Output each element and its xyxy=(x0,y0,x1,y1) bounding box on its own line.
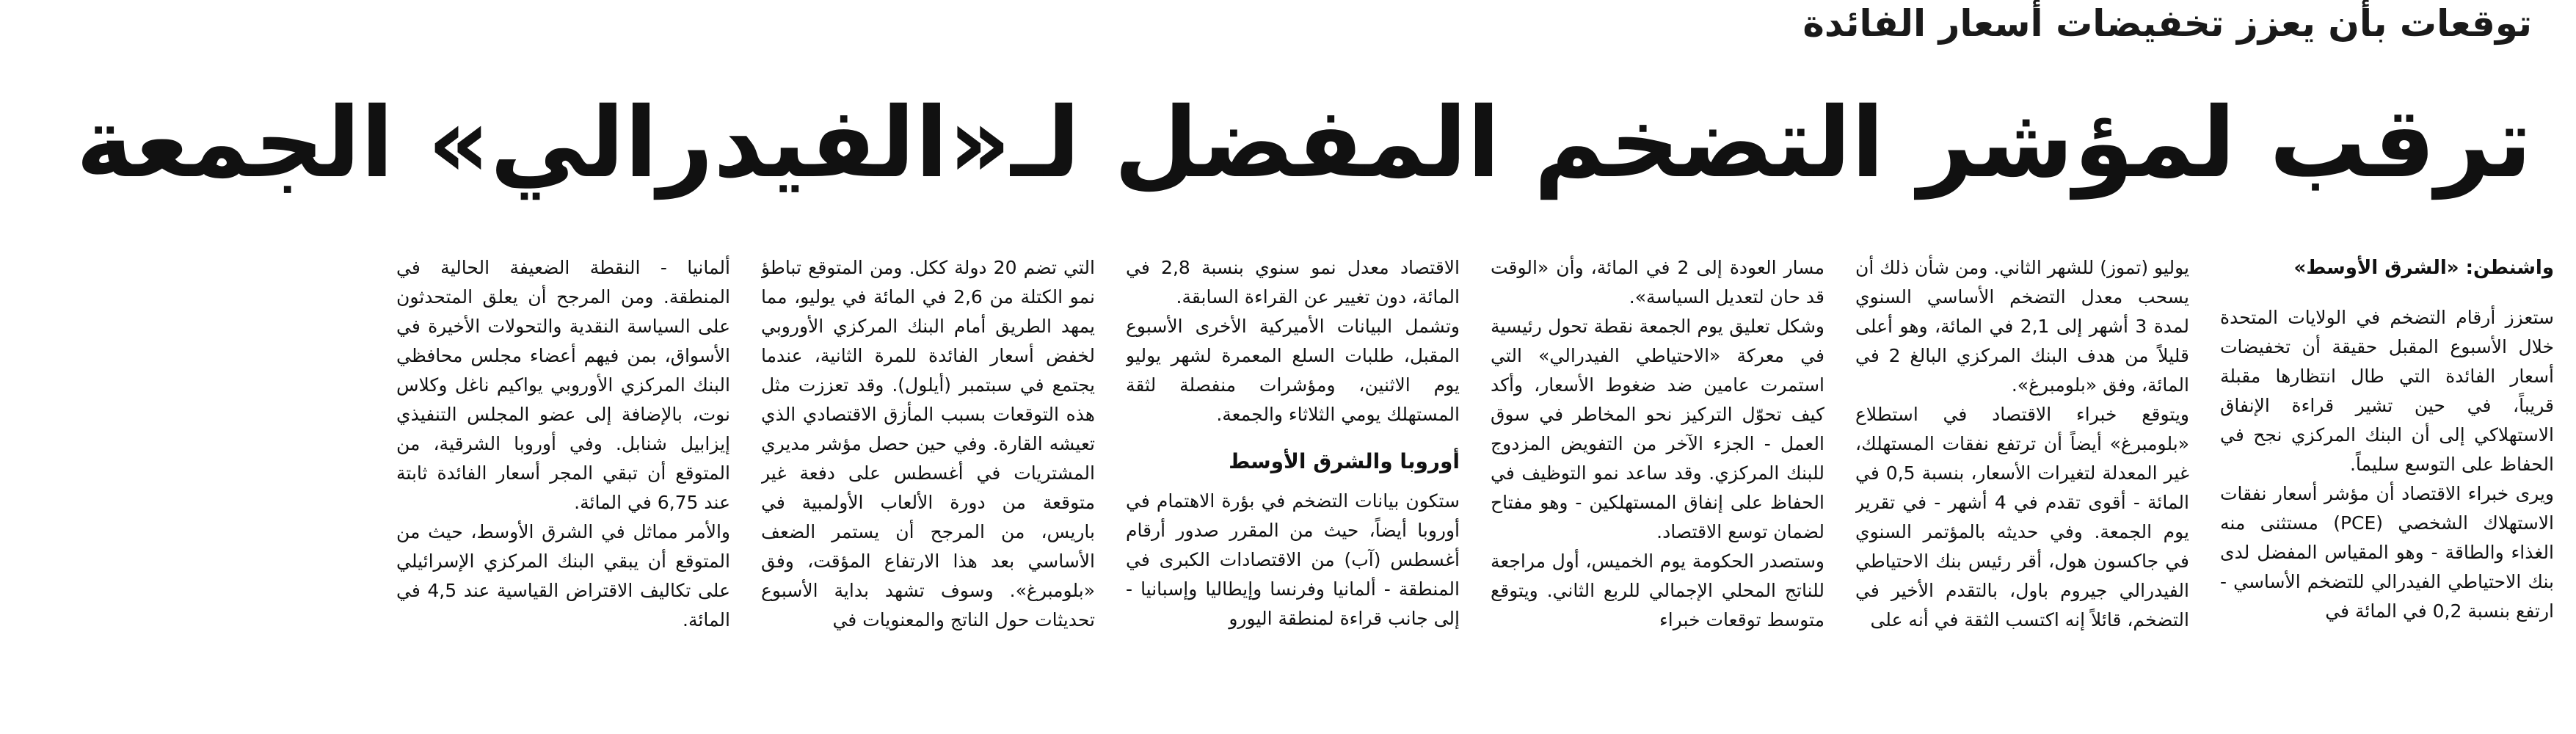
paragraph: وتشمل البيانات الأميركية الأخرى الأسبوع المقبل، طلبات السلع المعمرة لشهر يوليو يوم الاثنين، ومؤشرات منفصلة لثقة المستهلك يومي الثلاثاء والجمعة. xyxy=(1126,316,1460,425)
article-column-5 xyxy=(761,253,1095,730)
paragraph: التي تضم 20 دولة ككل. ومن المتوقع تباطؤ نمو الكتلة من 2,6 في المائة في يوليو، مما يمهد الطريق أمام البنك المركزي الأوروبي لخفض أسعار الفائدة للمرة الثانية، عندما يجتمع في سبتمبر (أيلول). وقد تعززت مثل هذه التوقعات بسبب المأزق الاقتصادي الذي تعيشه القارة. وفي حين حصل مؤشر مديري المشتريات في أغسطس على دفعة غير متوقعة من دورة الألعاب الأولمبية في باريس، من المرجح أن يستمر الضعف الأساسي بعد هذا الارتفاع المؤقت، وفق «بلومبرغ». وسوف تشهد بداية الأسبوع تحديثات حول الناتج والمعنويات في xyxy=(761,257,1095,631)
article-columns xyxy=(22,253,2554,730)
paragraph: ستعزز أرقام التضخم في الولايات المتحدة خلال الأسبوع المقبل حقيقة أن تخفيضات أسعار الفائدة التي طال انتظارها مقبلة قريباً، في حين تشير قراءة الإنفاق الاستهلاكي إلى أن البنك المركزي نجح في الحفاظ على التوسع سليماً. xyxy=(2220,307,2554,475)
article-column-4 xyxy=(1126,253,1460,730)
article-column-1 xyxy=(2220,253,2554,730)
paragraph: مسار العودة إلى 2 في المائة، وأن «الوقت قد حان لتعديل السياسة». xyxy=(1491,257,1824,308)
kicker-subheadline: توقعات بأن يعزز تخفيضات أسعار الفائدة xyxy=(1802,2,2532,45)
headline: ترقب لمؤشر التضخم المفضل لـ«الفيدرالي» الجمعة xyxy=(76,87,2532,200)
paragraph: والأمر مماثل في الشرق الأوسط، حيث من المتوقع أن يبقي البنك المركزي الإسرائيلي على تكاليف الاقتراض القياسية عند 4,5 في المائة. xyxy=(396,521,730,631)
paragraph: الاقتصاد معدل نمو سنوي بنسبة 2,8 في المائة، دون تغيير عن القراءة السابقة. xyxy=(1126,257,1460,308)
paragraph: وشكل تعليق يوم الجمعة نقطة تحول رئيسية في معركة «الاحتياطي الفيدرالي» التي استمرت عامين ضد ضغوط الأسعار، وأكد كيف تحوّل التركيز نحو المخاطر في سوق العمل - الجزء الآخر من التفويض المزدوج للبنك المركزي. وقد ساعد نمو التوظيف في الحفاظ على إنفاق المستهلكين - وهو مفتاح لضمان توسع الاقتصاد. xyxy=(1491,316,1824,542)
article-column-3 xyxy=(1491,253,1824,730)
paragraph: وستصدر الحكومة يوم الخميس، أول مراجعة للناتج المحلي الإجمالي للربع الثاني. ويتوقع متوسط توقعات خبراء xyxy=(1491,550,1824,631)
article-column-2 xyxy=(1855,253,2189,730)
byline: واشنطن: «الشرق الأوسط» xyxy=(2293,257,2554,279)
paragraph: ستكون بيانات التضخم في بؤرة الاهتمام في أوروبا أيضاً، حيث من المقرر صدور أرقام أغسطس (آب) من الاقتصادات الكبرى في المنطقة - ألمانيا وفرنسا وإيطاليا وإسبانيا - إلى جانب قراءة لمنطقة اليورو xyxy=(1126,490,1460,629)
paragraph: ويرى خبراء الاقتصاد أن مؤشر أسعار نفقات الاستهلاك الشخصي (PCE) مستثنى منه الغذاء والطاقة - وهو المقياس المفضل لدى بنك الاحتياطي الفيدرالي للتضخم الأساسي - ارتفع بنسبة 0,2 في المائة في xyxy=(2220,483,2554,622)
section-subheading: أوروبا والشرق الأوسط xyxy=(1229,449,1460,473)
article-column-6 xyxy=(396,253,730,730)
paragraph: ويتوقع خبراء الاقتصاد في استطلاع «بلومبرغ» أيضاً أن ترتفع نفقات المستهلك، غير المعدلة لتغيرات الأسعار، بنسبة 0,5 في المائة - أقوى تقدم في 4 أشهر - في تقرير يوم الجمعة. وفي حديثه بالمؤتمر السنوي في جاكسون هول، أقر رئيس بنك الاحتياطي الفيدرالي جيروم باول، بالتقدم الأخير في التضخم، قائلاً إنه اكتسب الثقة في أنه على xyxy=(1855,404,2189,631)
paragraph: يوليو (تموز) للشهر الثاني. ومن شأن ذلك أن يسحب معدل التضخم الأساسي السنوي لمدة 3 أشهر إلى 2,1 في المائة، وهو أعلى قليلاً من هدف البنك المركزي البالغ 2 في المائة، وفق «بلومبرغ». xyxy=(1855,257,2189,396)
paragraph: ألمانيا - النقطة الضعيفة الحالية في المنطقة. ومن المرجح أن يعلق المتحدثون على السياسة النقدية والتحولات الأخيرة في الأسواق، بمن فيهم أعضاء مجلس محافظي البنك المركزي الأوروبي يواكيم ناغل وكلاس نوت، بالإضافة إلى عضو المجلس التنفيذي إيزابيل شنابل. وفي أوروبا الشرقية، من المتوقع أن تبقي المجر أسعار الفائدة ثابتة عند 6,75 في المائة. xyxy=(396,257,730,513)
